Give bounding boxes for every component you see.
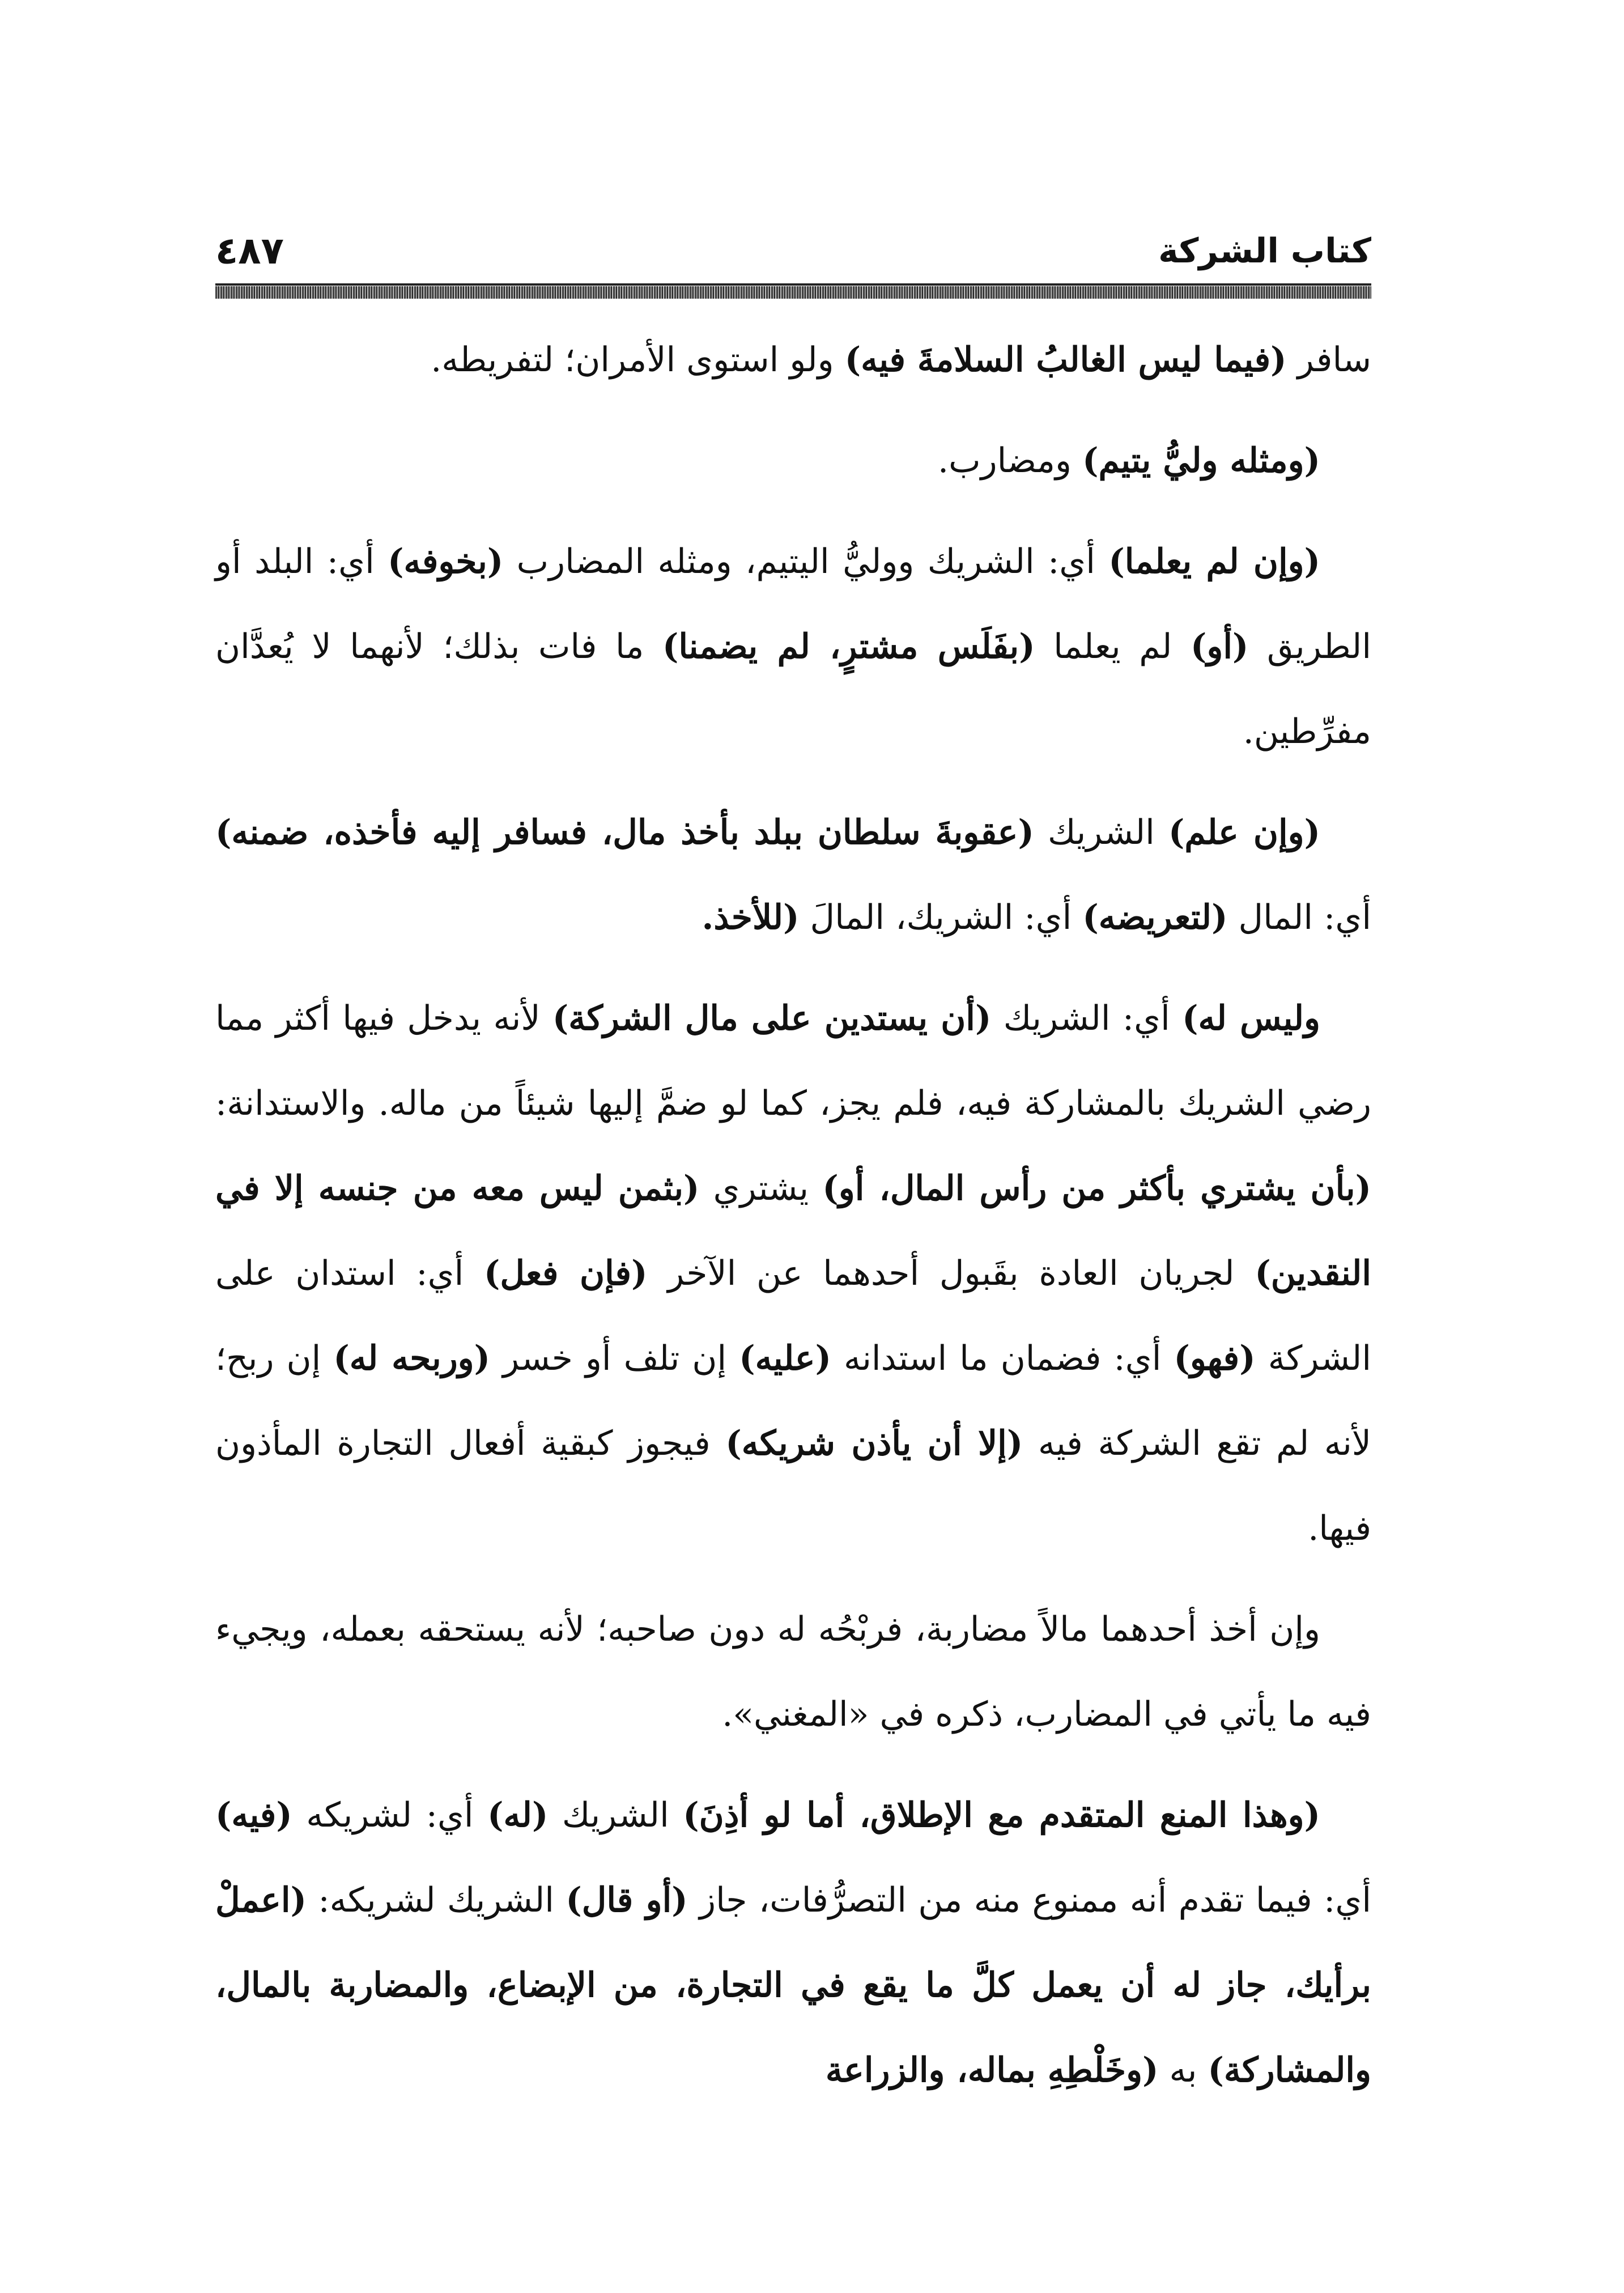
commentary-text: الشريك: [1034, 813, 1168, 852]
commentary-text: لجريان العادة بقَبول أحدهما عن الآخر: [647, 1254, 1255, 1293]
commentary-text: به: [1158, 2050, 1208, 2090]
matn-text: (وهذا المنع المتقدم مع الإطلاق، أما لو أذِنَ): [683, 1795, 1321, 1835]
paragraph: [215, 790, 1371, 960]
header-rule: [215, 286, 1371, 299]
commentary-text: لأنه يدخل فيها أكثر مما رضي الشريك بالمشاركة فيه، فلم يجز، كما لو ضمَّ إليها شيئاً من ماله. والاستدانة:: [215, 999, 1371, 1123]
matn-text: (لتعريضه): [1082, 898, 1228, 937]
matn-text: (إلا أن يأذن شريكه): [725, 1424, 1023, 1463]
commentary-text: لم يعلما: [1035, 627, 1191, 666]
matn-text: وليس له): [1182, 999, 1320, 1038]
matn-text: (بفَلَس مشترٍ، لم يضمنا): [662, 627, 1035, 666]
matn-text: (أو قال): [566, 1880, 688, 1920]
commentary-text: أي: فيما تقدم أنه ممنوع منه من التصرُّفات، جاز: [687, 1880, 1371, 1920]
matn-text: (ومثله وليُّ يتيم): [1082, 441, 1320, 481]
page-number: ٤٨٧: [215, 229, 284, 273]
paragraph: [215, 1587, 1371, 1757]
matn-text: (عليه): [739, 1339, 831, 1378]
commentary-text: سافر: [1286, 340, 1371, 380]
paragraph: [215, 1773, 1371, 2113]
matn-text: (للأخذ.: [702, 898, 800, 937]
commentary-text: أي: لشريكه: [292, 1795, 488, 1835]
body-text: [215, 317, 1371, 2129]
paragraph: [215, 976, 1371, 1571]
matn-text: (وربحه له): [333, 1339, 491, 1378]
commentary-text: أي: الشريك ووليُّ اليتيم، ومثله المضارب: [503, 542, 1109, 581]
commentary-text: إن تلف أو خسر: [490, 1339, 739, 1378]
commentary-text: يشتري: [699, 1169, 823, 1208]
matn-text: (له): [487, 1795, 549, 1835]
matn-text: (عقوبةَ سلطان ببلد بأخذ مال، فسافر إليه فأخذه، ضمنه): [215, 813, 1034, 852]
matn-text: (بأن يشتري بأكثر من رأس المال، أو): [822, 1169, 1371, 1208]
matn-text: (اعملْ برأيك، جاز له أن يعمل كلَّ ما يقع في التجارة، من الإبضاع، والمضاربة بالمال، والمشاركة): [215, 1880, 1371, 2090]
commentary-text: إن ربح؛ لأنه لم تقع الشركة فيه: [215, 1339, 1371, 1463]
page-header: [215, 224, 1371, 286]
matn-text: (بخوفه): [388, 542, 504, 581]
matn-text: (فيما ليس الغالبُ السلامةَ فيه): [844, 340, 1287, 380]
paragraph: [215, 317, 1371, 402]
matn-text: (فهو): [1174, 1339, 1256, 1378]
commentary-text: أي: استدان على الشركة: [215, 1254, 1372, 1378]
matn-text: (أن يستدين على مال الشركة): [552, 999, 992, 1038]
commentary-text: الشريك لشريكه:: [307, 1880, 566, 1920]
commentary-text: أي: فضمان ما استدانه: [831, 1339, 1174, 1378]
paragraph: [215, 418, 1371, 503]
matn-text: (فإن فعل): [484, 1254, 648, 1293]
paragraph: [215, 519, 1371, 774]
matn-text: (وإن لم يعلما): [1108, 542, 1320, 581]
commentary-text: فيجوز كبقية أفعال التجارة المأذون فيها.: [215, 1424, 1371, 1548]
commentary-text: ولو استوى الأمران؛ لتفريطه.: [431, 340, 845, 380]
commentary-text: أي: المال: [1227, 898, 1371, 937]
commentary-text: ومضارب.: [938, 441, 1083, 481]
matn-text: (وخَلْطِهِ بماله، والزراعة: [825, 2050, 1159, 2090]
header-rule-line: [215, 283, 1371, 286]
matn-text: (فيه): [215, 1795, 292, 1835]
running-title: كتاب الشركة: [1158, 231, 1371, 271]
commentary-text: أي: الشريك، المالَ: [799, 898, 1083, 937]
matn-text: (بثمن ليس معه من جنسه إلا في النقدين): [215, 1169, 1371, 1293]
matn-text: (وإن علم): [1168, 813, 1321, 852]
matn-text: (أو): [1191, 627, 1249, 666]
commentary-text: ما فات بذلك؛ لأنهما لا يُعدَّان مفرِّطين.: [215, 627, 1371, 751]
commentary-text: وإن أخذ أحدهما مالاً مضاربة، فربْحُه له دون صاحبه؛ لأنه يستحقه بعمله، ويجيء فيه ما يأتي في المضارب، ذكره في «المغني».: [215, 1610, 1371, 1734]
commentary-text: أي: الشريك: [991, 999, 1183, 1038]
commentary-text: أي: البلد أو الطريق: [215, 542, 1372, 666]
commentary-text: الشريك: [548, 1795, 683, 1835]
